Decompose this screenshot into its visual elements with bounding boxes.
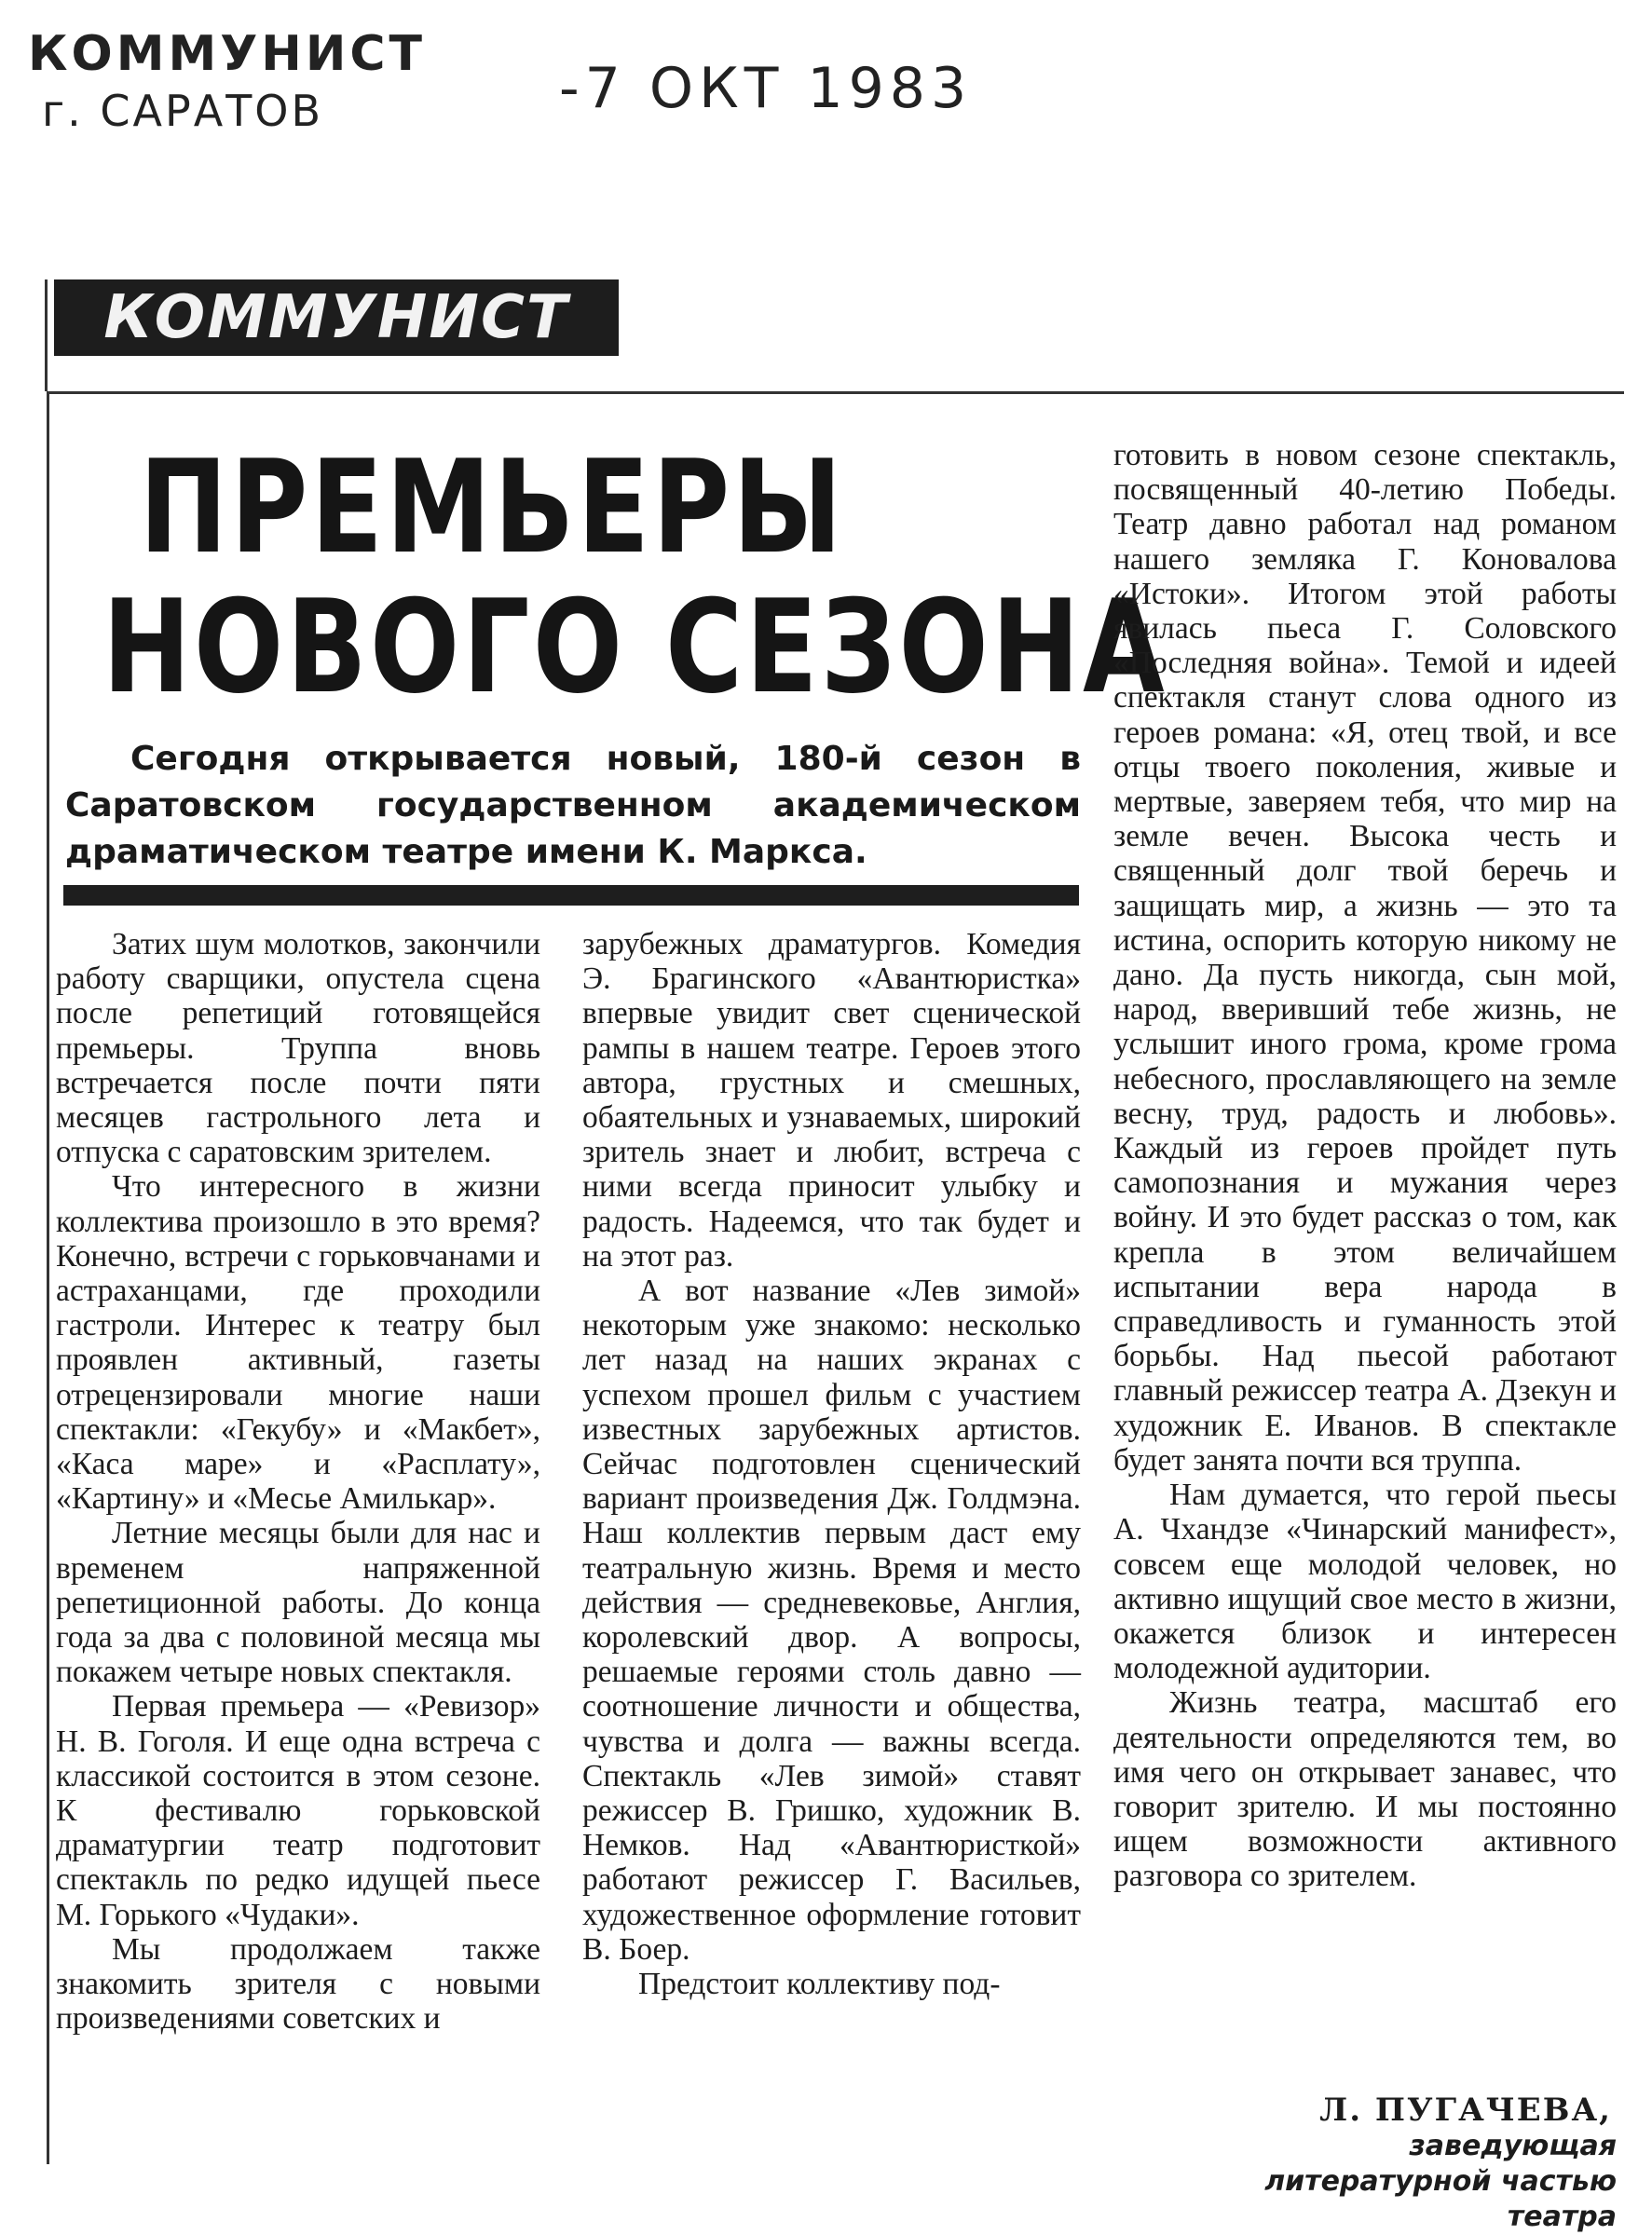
paragraph: А вот название «Лев зимой» некоторым уже знакомо: несколько лет назад на наших экранах с успехом прошел фильм с участием известных зарубежных артистов. Сейчас подготовлен сценический вариант произведения Дж. Голдмэна. Наш коллектив первым даст ему театральную жизнь. Время и место действия — средневековье, Англия, королевский двор. А вопросы, решаемые героями столь давно — соотношение личности и общества, чувства и долга — важны всегда. Спектакль «Лев зимой» ставят режиссер В. Гришко, художник В. Немков. Над «Авантюристкой» работают режиссер Г. Васильев, художественное оформление готовит В. Боер. xyxy=(582,1274,1081,1967)
paragraph: Затих шум молотков, закончили работу сварщики, опустела сцена после репетиций готовящейся премьеры. Труппа вновь встречается после почти пяти месяцев гастрольного лета и отпуска с саратовским зрителем. xyxy=(56,927,540,1170)
divider-rule xyxy=(63,885,1079,906)
stamp-date: -7 ОКТ 1983 xyxy=(559,56,973,121)
paragraph-continued: готовить в новом сезоне спектакль, посвященный 40-летию Победы. Театр давно работал над романом нашего земляка Г. Коновалова «Истоки». Итогом этой работы явилась пьеса Г. Соловского «Последняя война». Темой и идеей спектакля станут слова одного из героев романа: «Я, отец твой, и все отцы твоего поколения, живые и мертвые, заверяем тебя, что мир на земле вечен. Высока честь и священный долг твой беречь и защищать мир, а жизнь — это та истина, оспорить которую никому не дано. Да пусть никогда, сын мой, народ, вверивший тебе жизнь, не услышит иного грома, кроме грома небесного, прославляющего на земле весну, труд, радость и любовь». Каждый из героев пройдет путь самопознания и мужания через войну. И это будет рассказ о том, как крепла в этом величайшем испытании вера народа в справедливость и гуманность этой борьбы. Над пьесой работают главный режиссер театра А. Дзекун и художник Е. Иванов. В спектакле будет занята почти вся труппа. xyxy=(1113,438,1617,1478)
article-lede: Сегодня открывается новый, 180-й сезон в Саратовском государственном академическом драматическом театре имени К. Маркса. xyxy=(65,740,1081,871)
newspaper-masthead: КОММУНИСТ xyxy=(54,279,619,356)
article-column-2 xyxy=(582,927,1081,2001)
article-column-3 xyxy=(1113,438,1617,1894)
paragraph: Мы продолжаем также знакомить зрителя с новыми произведениями советских и xyxy=(56,1931,540,2037)
paragraph: Что интересного в жизни коллектива произошло в это время? Конечно, встречи с горьковчанами и астраханцами, где проходили гастроли. Интерес к театру был проявлен активный, газеты отрецензировали многие наши спектакли: «Гекубу» и «Макбет», «Каса маре» и «Расплату», «Картину» и «Месье Амилькар». xyxy=(56,1169,540,1517)
headline-line-2: НОВОГО СЕЗОНА xyxy=(102,572,1167,722)
article-column-1 xyxy=(56,927,540,2037)
paragraph: Летние месяцы были для нас и временем напряженной репетиционной работы. До конца года за два с половиной месяца мы покажем четыре новых спектакля. xyxy=(56,1516,540,1690)
paragraph: Первая премьера — «Ревизор» Н. В. Гоголя. И еще одна встреча с классикой состоится в этом сезоне. К фестивалю горьковской драматургии театр подготовит спектакль по редко идущей пьесе М. Горького «Чудаки». xyxy=(56,1689,540,1932)
stamp-publication: КОММУНИСТ xyxy=(28,26,426,82)
stamp-city: г. САРАТОВ xyxy=(42,86,324,136)
paragraph: Жизнь театра, масштаб его деятельности определяются тем, во имя чего он открывает занавес, что говорит зрителю. И мы постоянно ищем возможности активного разговора со зрителем. xyxy=(1113,1685,1617,1894)
article-headline xyxy=(102,432,1167,722)
paragraph-continued: зарубежных драматургов. Комедия Э. Брагинского «Авантюристка» впервые увидит свет сценической рампы в нашем театре. Героев этого автора, грустных и смешных, обаятельных и узнаваемых, широкий зритель знает и любит, встреча с ними всегда приносит улыбку и радость. Надеемся, что так будет и на этот раз. xyxy=(582,927,1081,1274)
author-signature: Л. ПУГАЧЕВА, xyxy=(1319,2092,1612,2129)
headline-line-1: ПРЕМЬЕРЫ xyxy=(139,432,845,582)
author-role: заведующая литературной частью театра xyxy=(1264,2130,1617,2233)
paragraph: Нам думается, что герой пьесы А. Чхандзе «Чинарский манифест», совсем еще молодой человек, но активно ищущий свое место в жизни, окажется близок и интересен молодежной аудитории. xyxy=(1113,1478,1617,1686)
paragraph: Предстоит коллективу под- xyxy=(638,1967,1001,2002)
